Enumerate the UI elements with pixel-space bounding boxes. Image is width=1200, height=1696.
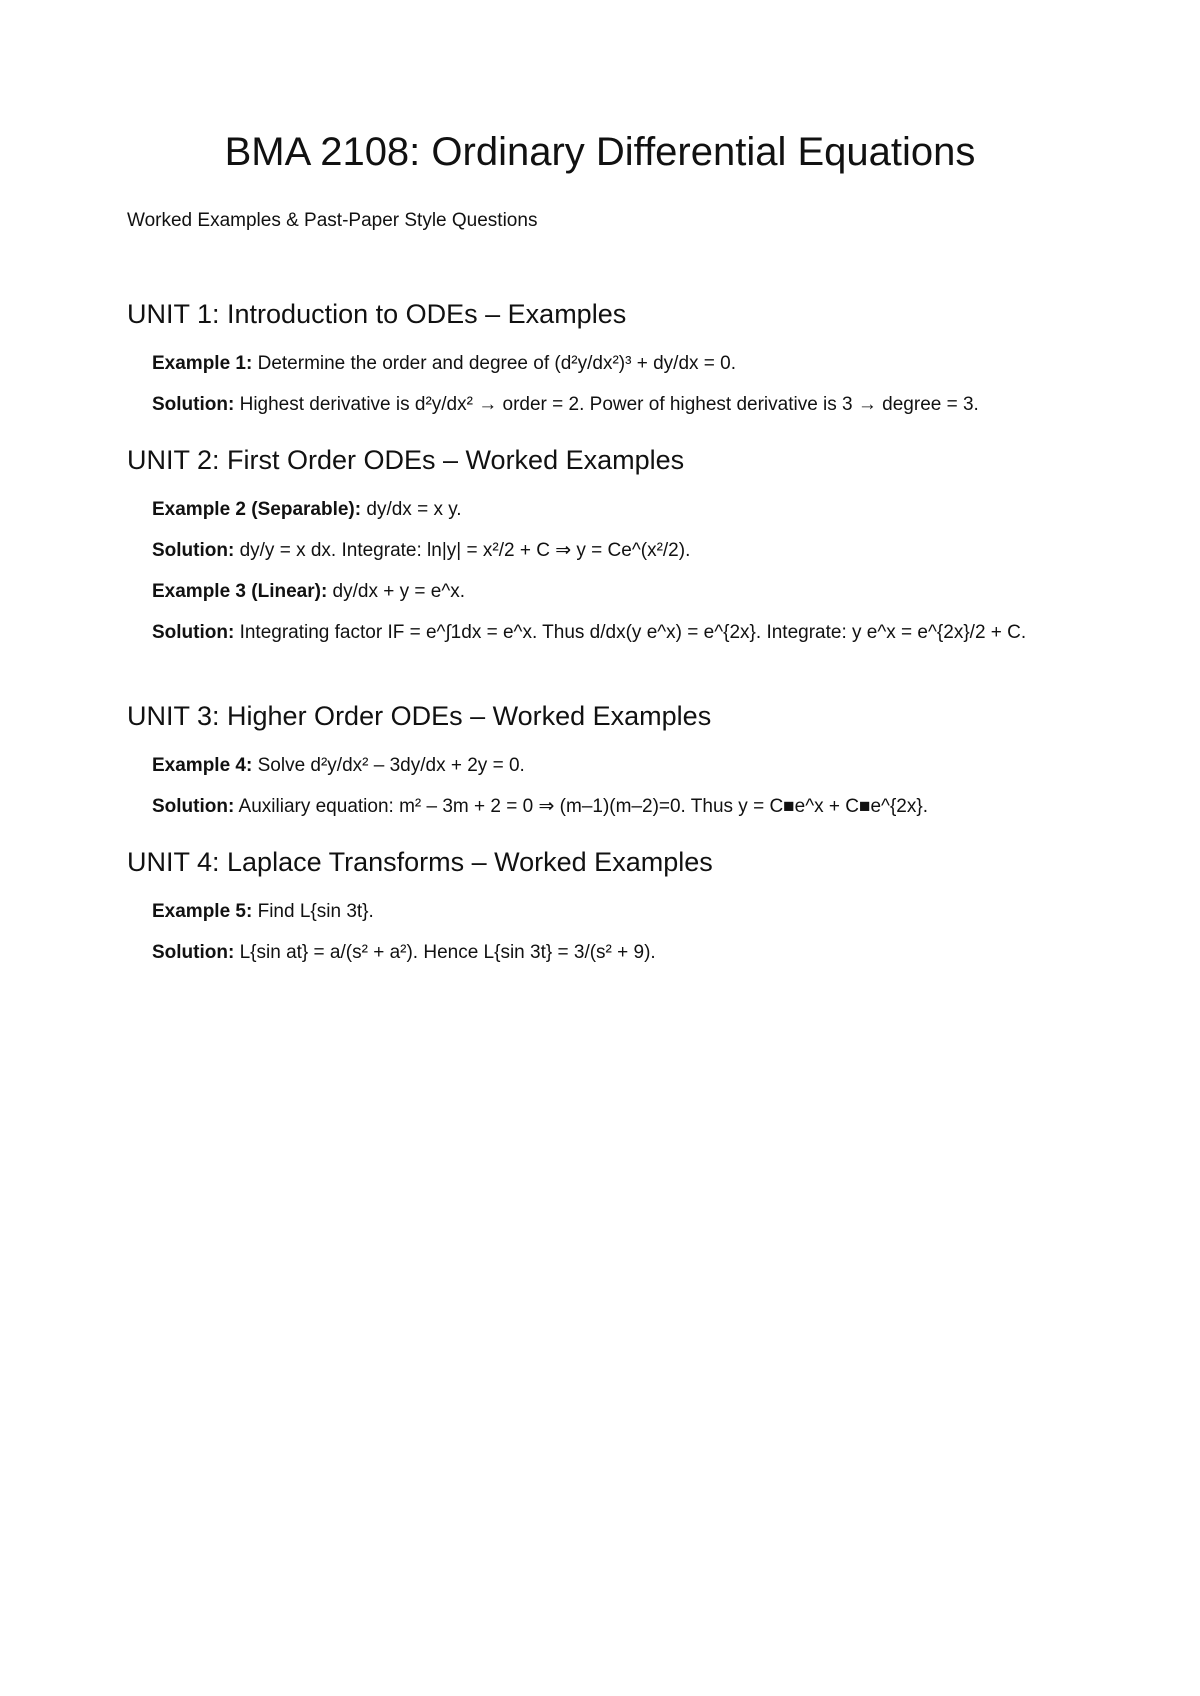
unit-4-example-5 [152,897,1092,926]
example-text: Solve d²y/dx² – 3dy/dx + 2y = 0. [252,755,525,776]
example-text: Determine the order and degree of (d²y/dx²)³ + dy/dx = 0. [252,353,737,374]
unit-2-heading: UNIT 2: First Order ODEs – Worked Examples [127,445,685,475]
example-text: dy/dx + y = e^x. [327,581,466,602]
solution-text: L{sin at} = a/(s² + a²). Hence L{sin 3t} = 3/(s² + 9). [234,942,656,963]
unit-2-example-2 [152,495,1092,524]
solution-text: Auxiliary equation: m² – 3m + 2 = 0 ⇒ (m–1)(m–2)=0. Thus y = C■e^x + C■e^{2x}. [234,796,928,817]
solution-label: Solution: [152,942,235,963]
unit-3-solution-4 [152,792,1092,821]
unit-4-heading: UNIT 4: Laplace Transforms – Worked Examples [127,847,713,877]
unit-2-solution-3 [152,618,1092,647]
document-subtitle: Worked Examples & Past-Paper Style Questions [127,210,538,231]
solution-text: dy/y = x dx. Integrate: ln|y| = x²/2 + C ⇒ y = Ce^(x²/2). [234,540,691,561]
unit-3-heading: UNIT 3: Higher Order ODEs – Worked Examples [127,701,712,731]
solution-label: Solution: [152,622,235,643]
example-text: Find L{sin 3t}. [252,901,374,922]
solution-label: Solution: [152,796,235,817]
example-label: Example 1: [152,353,253,374]
example-text: dy/dx = x y. [361,499,462,520]
solution-label: Solution: [152,394,235,415]
unit-1-example-1 [152,349,1092,378]
solution-text: Highest derivative is d²y/dx² → order = 2. Power of highest derivative is 3 → degree = 3. [234,394,979,415]
solution-text: Integrating factor IF = e^∫1dx = e^x. Thus d/dx(y e^x) = e^{2x}. Integrate: y e^x = e^{2x}/2 + C. [234,622,1027,643]
example-label: Example 2 (Separable): [152,499,362,520]
unit-2-solution-2 [152,536,1092,565]
unit-4-solution-5 [152,938,1092,967]
example-label: Example 4: [152,755,253,776]
solution-label: Solution: [152,540,235,561]
unit-1-solution-1 [152,390,1092,419]
unit-1-heading: UNIT 1: Introduction to ODEs – Examples [127,299,627,329]
document-title: BMA 2108: Ordinary Differential Equations [224,130,976,174]
unit-3-example-4 [152,751,1092,780]
unit-2-example-3 [152,577,1092,606]
example-label: Example 5: [152,901,253,922]
example-label: Example 3 (Linear): [152,581,328,602]
